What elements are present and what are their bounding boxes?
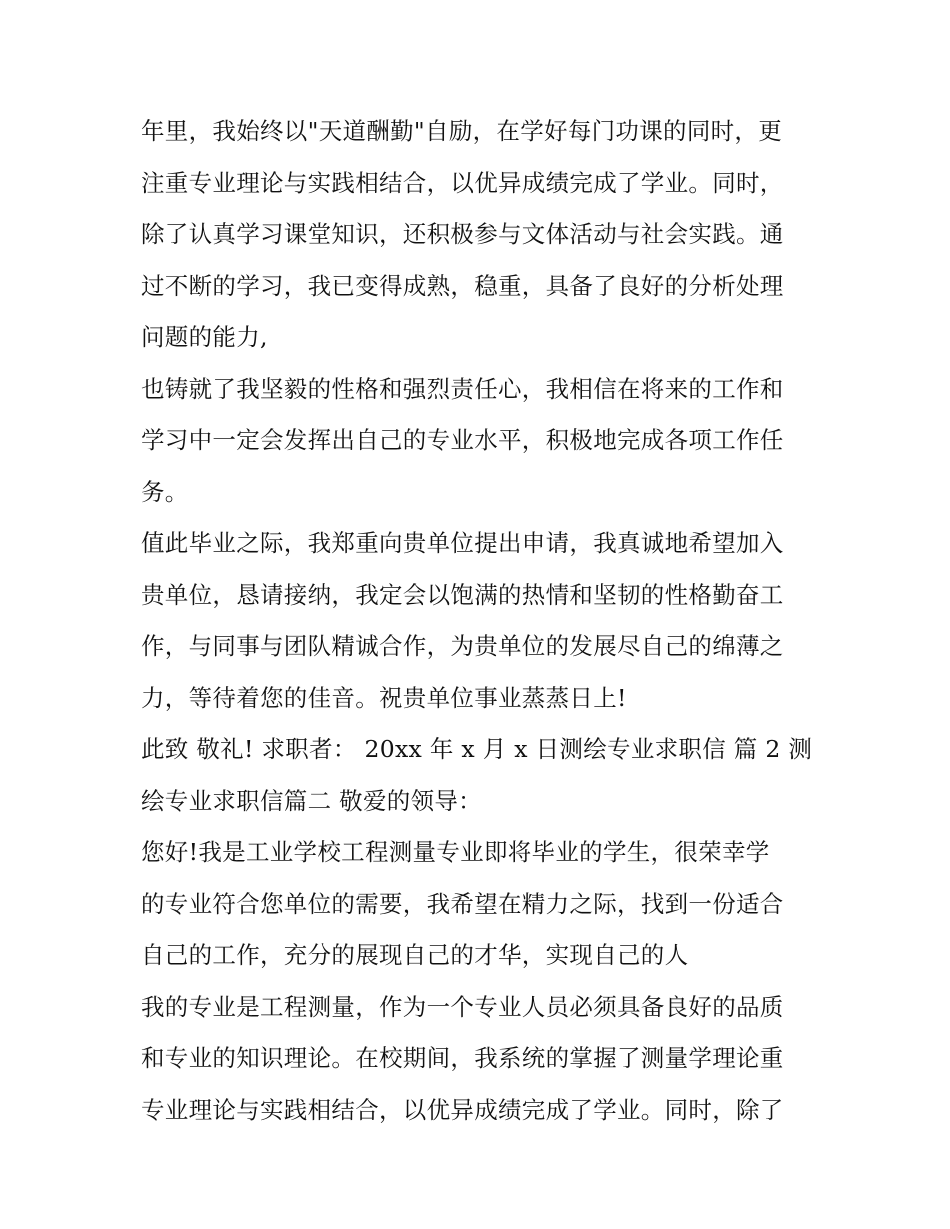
text-line: 自己的工作，充分的展现自己的才华，实现自己的人 [141,941,689,969]
text-line: 您好!我是工业学校工程测量专业即将毕业的学生，很荣幸学 [141,838,770,866]
text-line: 过不断的学习，我已变得成熟，稳重，具备了良好的分析处理 [141,271,784,300]
text-line: 值此毕业之际，我郑重向贵单位提出申请，我真诚地希望加入 [141,529,784,557]
text-line: 和专业的知识理论。在校期间，我系统的掌握了测量学理论重 [141,1044,784,1072]
text-line: 贵单位，恳请接纳，我定会以饱满的热情和坚韧的性格勤奋工 [141,580,784,609]
text-line: 学习中一定会发挥出自己的专业水平，积极地完成各项工作任 [141,426,784,454]
text-line: 务。 [141,477,189,506]
text-line: 除了认真学习课堂知识，还积极参与文体活动与社会实践。通 [141,220,784,248]
text-line: 我的专业是工程测量，作为一个专业人员必须具备良好的品质 [141,992,784,1021]
text-line: 作，与同事与团队精诚合作，为贵单位的发展尽自己的绵薄之 [141,632,784,660]
text-line: 注重专业理论与实践相结合，以优异成绩完成了学业。同时， [141,168,784,197]
text-line: 绘专业求职信篇二 敬爱的领导： [141,786,482,815]
text-line: 此致 敬礼! 求职者： 20xx 年 x 月 x 日测绘专业求职信 篇 2 测 [141,735,813,763]
text-line: 年里，我始终以"天道酬勤"自励，在学好每门功课的同时，更 [141,117,783,145]
document-body [141,106,821,1136]
text-line: 问题的能力, [141,323,268,351]
text-line: 也铸就了我坚毅的性格和强烈责任心，我相信在将来的工作和 [141,374,784,403]
text-line: 的专业符合您单位的需要，我希望在精力之际，找到一份适合 [141,889,784,918]
text-line: 力，等待着您的佳音。祝贵单位事业蒸蒸日上! [141,683,627,712]
text-line: 专业理论与实践相结合，以优异成绩完成了学业。同时，除了 [141,1095,784,1124]
